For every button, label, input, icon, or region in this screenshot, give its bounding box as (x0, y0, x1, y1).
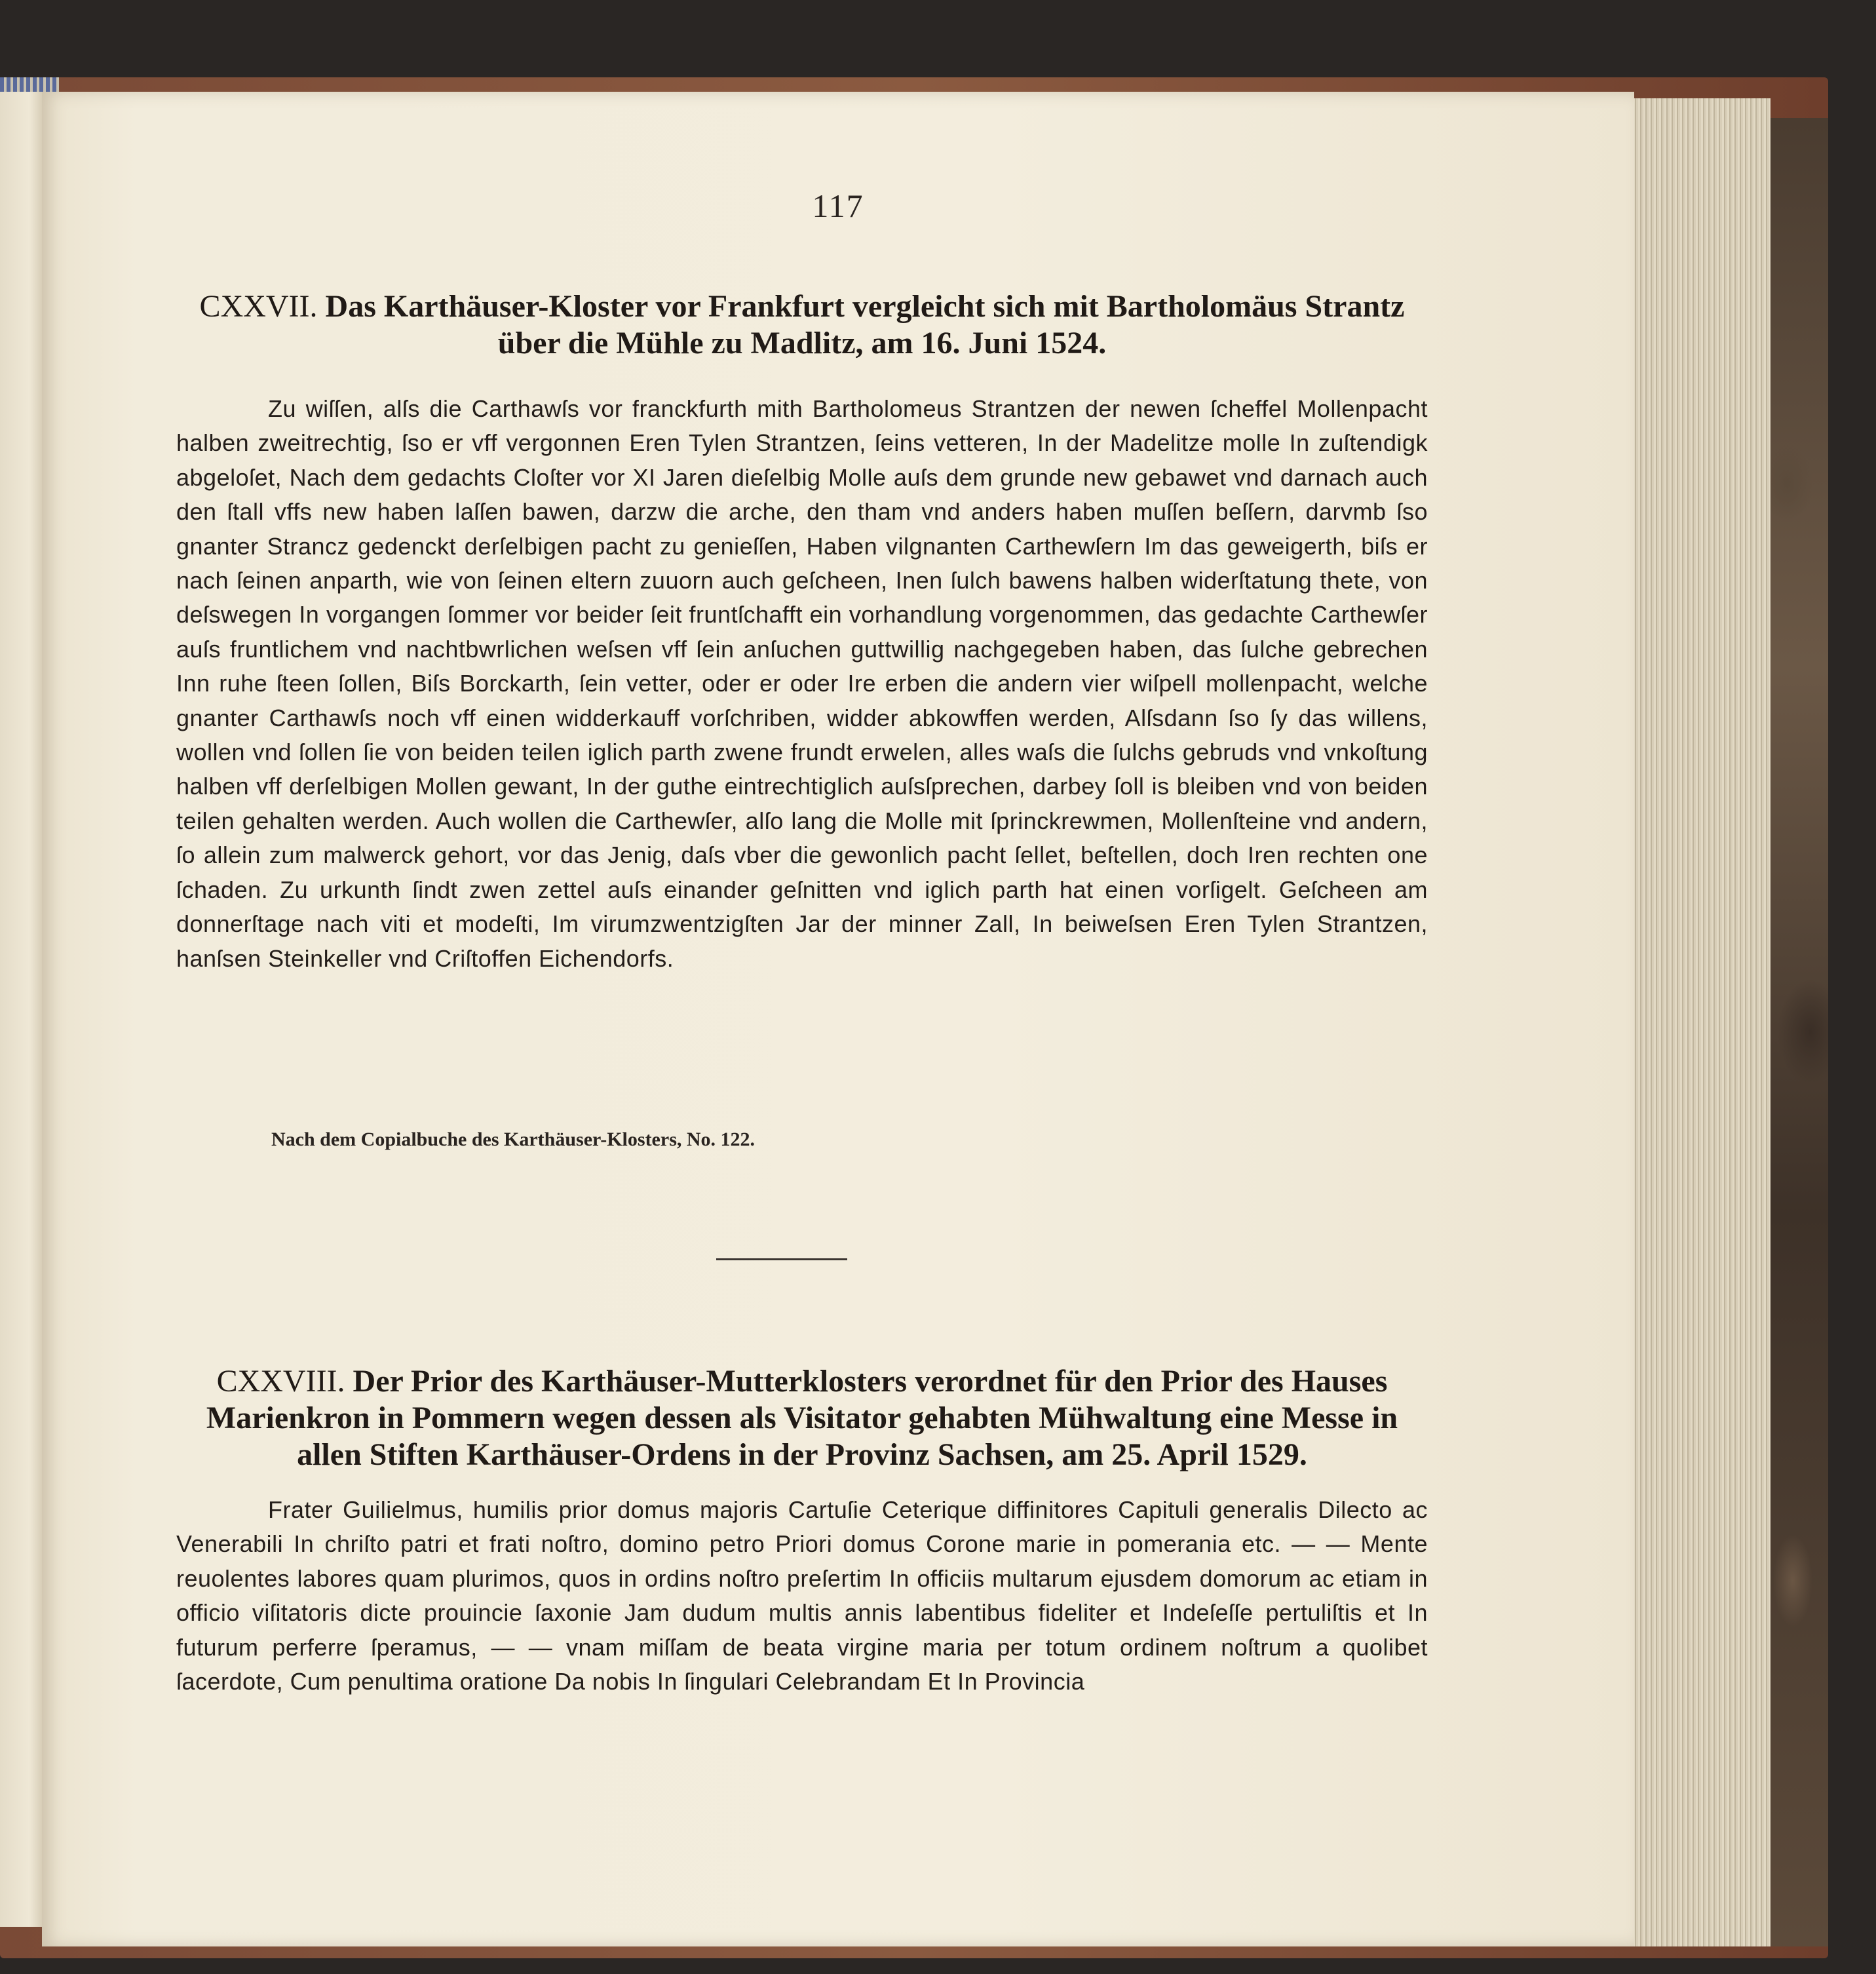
section-divider (716, 1258, 847, 1260)
page-edges (1632, 98, 1771, 1946)
document-body-1: Zu wiſſen, alſs die Carthawſs vor franckfurth mith Bartholomeus Strantzen der newen ſcheffel Mollenpacht halben zweitrechtig, ſso er vff vergonnen Eren Tylen Strantzen, ſeins vetteren, In der Madelitze molle In zuſtendigk abgeloſet, Nach dem gedachts Cloſter vor XI Jaren dieſelbig Molle auſs dem grunde new gebawet vnd darnach auch den ſtall vffs new haben laſſen bawen, darzw die arche, den tham vnd anders haben muſſen beſſern, darvmb ſso gnanter Strancz gedenckt derſelbigen pacht zu genieſſen, Haben vilgnanten Carthewſern Im das geweigerth, biſs er nach ſeinen anparth, wie von ſeinen eltern zuuorn auch geſcheen, Inen ſulch bawens halben widerſtatung thete, von deſswegen In vorgangen ſommer vor beider ſeit fruntſchafft ein vorhandlung vorgenommen, das gedachte Carthewſer auſs fruntlichem vnd nachtbwrlichen weſsen vff ſein anſuchen guttwillig nachgegeben haben, das ſulche gebrechen Inn ruhe ſteen ſollen, Biſs Borckarth, ſein vetter, oder er oder Ire erben die andern vier wiſpell mollenpacht, welche gnanter Carthawſs noch vff einen widderkauff vorſchriben, widder abkowffen werden, Alſsdann ſso ſy das willens, wollen vnd ſollen ſie von beiden teilen iglich parth zwene frundt erwelen, alles waſs die ſulchs gebruds vnd vnkoſtung halben vff derſelbigen Mollen gewant, In der guthe eintrechtiglich auſsſprechen, darbey ſoll is bleiben vnd von beiden teilen gehalten werden. Auch wollen die Carthewſer, alſo lang die Molle mit ſprinckrewmen, Mollenſteine vnd andern, ſo allein zum malwerck gehort, vor das Jenig, daſs vber die gewonlich pacht ſellet, beſtellen, doch Iren rechten one ſchaden. Zu urkunth ſindt zwen zettel auſs einander geſnitten vnd iglich parth hat einen vorſigelt. Geſcheen am donnerſtage nach viti et modeſti, Im virumzwentzigſten Jar der minner Zall, In beiweſsen Eren Tylen Strantzen, hanſsen Steinkeller vnd Criſtoffen Eichendorfs. (176, 395, 1428, 972)
document-title-1: Das Karthäuser-Kloster vor Frankfurt vergleicht sich mit Bartholomäus Strantz über die Mühle zu Madlitz, am 16. Juni 1524. (325, 289, 1405, 360)
document-number-2: CXXVIII. (216, 1364, 345, 1399)
document-number-1: CXXVII. (199, 289, 318, 324)
document-heading-1 (180, 288, 1425, 362)
source-note-1: Nach dem Copialbuche des Karthäuser-Klosters, No. 122. (271, 1129, 756, 1150)
page-number: 117 (812, 187, 864, 224)
document-title-2: Der Prior des Karthäuser-Mutterklosters verordnet für den Prior des Hauses Marienkron in Pommern wegen dessen als Visitator gehabten Mühwaltung eine Messe in allen Stiften Karthäuser-Ordens in der Provinz Sachsen, am 25. April 1529. (206, 1364, 1398, 1472)
spine-headband (0, 77, 59, 93)
marbled-endpaper (1769, 118, 1828, 1946)
left-page-edge (0, 92, 43, 1927)
document-heading-2 (180, 1363, 1425, 1473)
document-body-2: Frater Guilielmus, humilis prior domus majoris Cartuſie Ceterique diffinitores Capituli generalis Dilecto ac Venerabili In chriſto patri et frati noſtro, domino petro Priori domus Corone marie in pomerania etc. — — Mente reuolentes labores quam plurimos, quos in ordins noſtro preſertim In officiis multarum ejusdem domorum ac etiam in officio viſitatoris dicte prouincie ſaxonie Jam dudum multis annis labentibus fideliter et Indeſeſſe pertuliſtis et In futurum perferre ſperamus, — — vnam miſſam de beata virgine maria per totum ordinem noſtrum a quolibet ſacerdote, Cum penultima oratione Da nobis In ſingulari Celebrandam Et In Provincia (176, 1496, 1428, 1695)
right-page (42, 92, 1634, 1946)
